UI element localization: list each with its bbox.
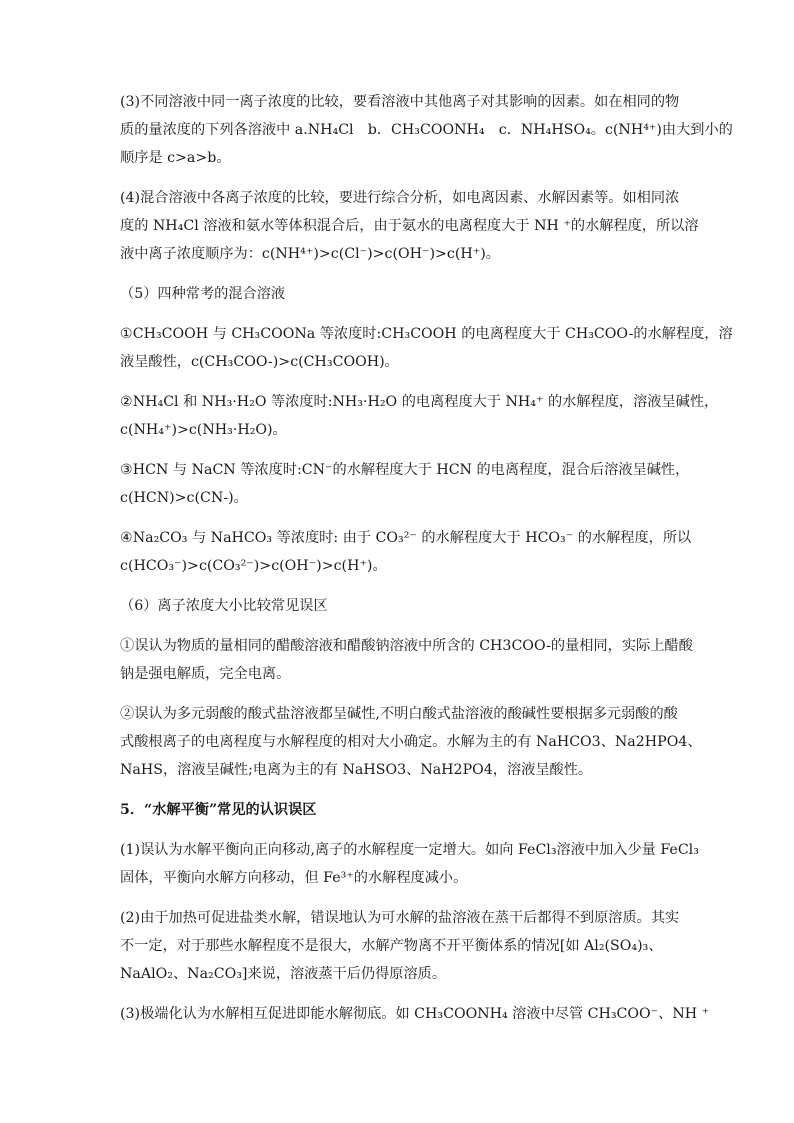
paragraph — [120, 632, 693, 688]
text-line: ①CH₃COOH 与 CH₃COONa 等浓度时:CH₃COOH 的电离程度大于 CH₃COO-的水解程度，溶 — [120, 326, 733, 342]
text-line: （6）离子浓度大小比较常见误区 — [120, 598, 328, 614]
text-line: c(NH₄⁺)>c(NH₃·H₂O)。 — [120, 422, 287, 438]
paragraph — [120, 320, 733, 376]
section-heading: 5．“水解平衡”常见的认识误区 — [120, 802, 317, 818]
text-line: (4)混合溶液中各离子浓度的比较，要进行综合分析，如电离因素、水解因素等。如相同浓 — [120, 190, 680, 206]
text-line: ①误认为物质的量相同的醋酸溶液和醋酸钠溶液中所含的 CH3COO-的量相同，实际上醋酸 — [120, 638, 693, 654]
text-line: ②误认为多元弱酸的酸式盐溶液都呈碱性,不明白酸式盐溶液的酸碱性要根据多元弱酸的酸 — [120, 706, 678, 722]
text-line: （5）四种常考的混合溶液 — [120, 286, 286, 302]
paragraph — [120, 524, 692, 580]
text-line: 液中离子浓度顺序为：c(NH⁴⁺)>c(Cl⁻)>c(OH⁻)>c(H⁺)。 — [120, 246, 500, 262]
paragraph — [120, 280, 680, 308]
text-line: (3)极端化认为水解相互促进即能水解彻底。如 CH₃COONH₄ 溶液中尽管 CH₃COO⁻、NH ⁺ — [120, 1006, 710, 1022]
paragraph-group — [120, 88, 733, 784]
paragraph — [120, 1000, 710, 1028]
text-line: 质的量浓度的下列各溶液中 a.NH₄Cl b．CH₃COONH₄ c．NH₄HSO₄。c(NH⁴⁺)由大到小的 — [120, 122, 733, 138]
paragraph — [120, 904, 680, 988]
paragraph — [120, 700, 702, 784]
text-line: (1)误认为水解平衡向正向移动,离子的水解程度一定增大。如向 FeCl₃溶液中加入少量 FeCl₃ — [120, 842, 699, 858]
paragraph — [120, 836, 699, 892]
text-line: (2)由于加热可促进盐类水解，错误地认为可水解的盐溶液在蒸干后都得不到原溶质。其实 — [120, 910, 680, 926]
document-page — [120, 88, 733, 1040]
paragraph — [120, 592, 680, 620]
text-line: ②NH₄Cl 和 NH₃·H₂O 等浓度时:NH₃·H₂O 的电离程度大于 NH₄⁺ 的水解程度，溶液呈碱性， — [120, 394, 719, 410]
text-line: 式酸根离子的电离程度与水解程度的相对大小确定。水解为主的有 NaHCO3、Na2HPO4、 — [120, 734, 702, 750]
paragraph — [120, 184, 699, 268]
text-line: 度的 NH₄Cl 溶液和氨水等体积混合后，由于氨水的电离程度大于 NH ⁺的水解程度，所以溶 — [120, 218, 699, 234]
paragraph — [120, 456, 690, 512]
text-line: 液呈酸性，c(CH₃COO-)>c(CH₃COOH)。 — [120, 354, 399, 370]
paragraph — [120, 88, 733, 172]
text-line: (3)不同溶液中同一离子浓度的比较，要看溶液中其他离子对其影响的因素。如在相同的物 — [120, 94, 680, 110]
text-line: c(HCN)>c(CN-)。 — [120, 490, 248, 506]
text-line: 固体，平衡向水解方向移动，但 Fe³⁺的水解程度减小。 — [120, 870, 468, 886]
text-line: 钠是强电解质，完全电离。 — [120, 666, 291, 682]
text-line: 顺序是 c>a>b。 — [120, 150, 231, 166]
text-line: ④Na₂CO₃ 与 NaHCO₃ 等浓度时: 由于 CO₃²⁻ 的水解程度大于 HCO₃⁻ 的水解程度，所以 — [120, 530, 692, 546]
text-line: c(HCO₃⁻)>c(CO₃²⁻)>c(OH⁻)>c(H⁺)。 — [120, 558, 387, 574]
paragraph-group — [120, 836, 710, 1028]
text-line: ③HCN 与 NaCN 等浓度时:CN⁻的水解程度大于 HCN 的电离程度，混合后溶液呈碱性， — [120, 462, 690, 478]
text-line: NaHS，溶液呈碱性;电离为主的有 NaHSO3、NaH2PO4，溶液呈酸性。 — [120, 762, 593, 778]
text-line: NaAlO₂、Na₂CO₃]来说，溶液蒸干后仍得原溶质。 — [120, 966, 447, 982]
paragraph — [120, 388, 719, 444]
text-line: 不一定，对于那些水解程度不是很大，水解产物离不开平衡体系的情况[如 Al₂(SO₄)₃、 — [120, 938, 663, 954]
